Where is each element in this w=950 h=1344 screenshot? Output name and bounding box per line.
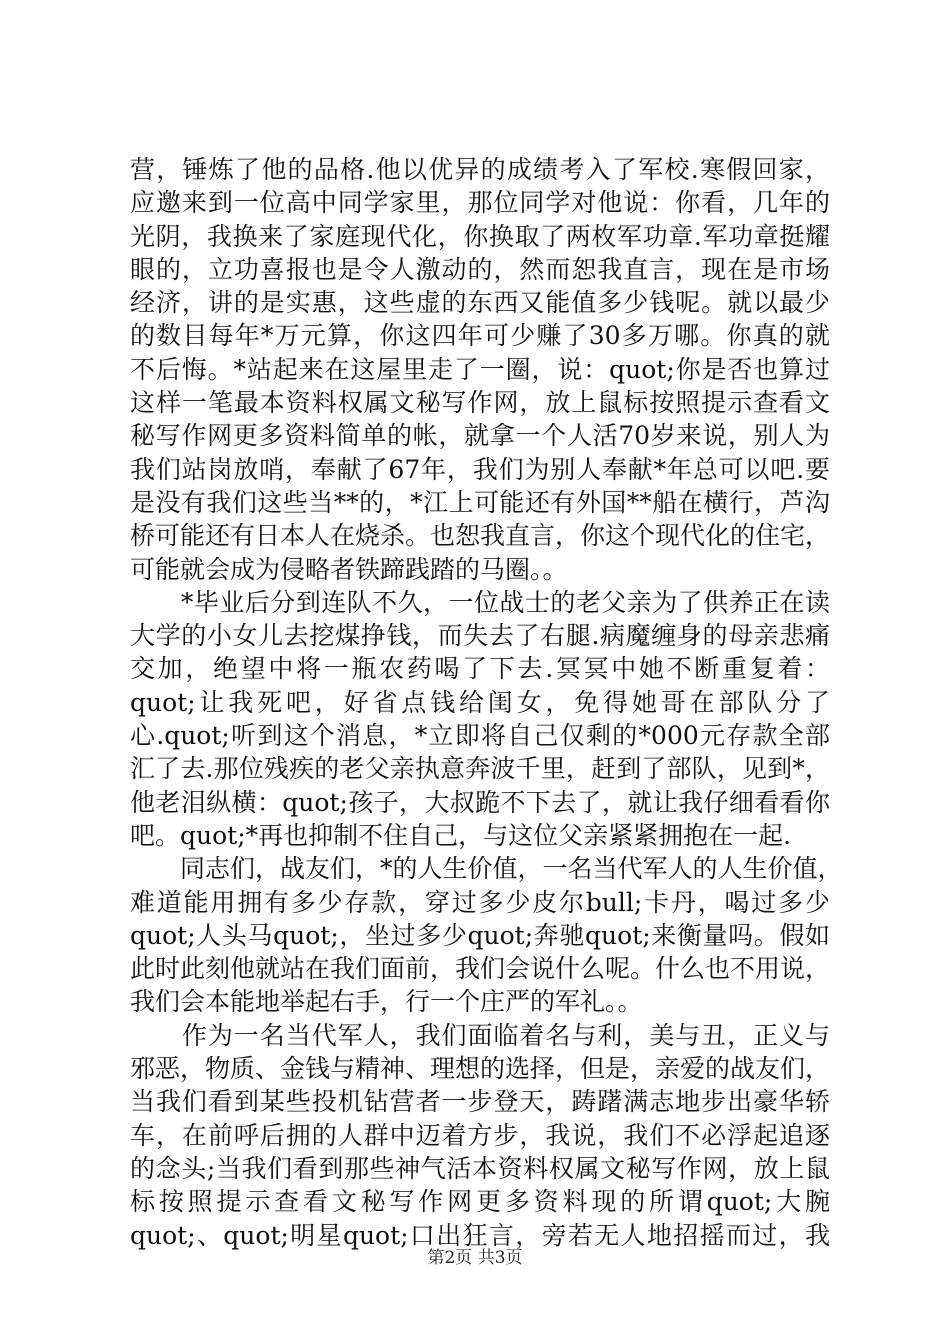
text-line: 此时此刻他就站在我们面前，我们会说什么呢。什么也不用说， — [130, 954, 831, 984]
text-line: 我们站岗放哨，奉献了67年，我们为别人奉献*年总可以吧.要 — [130, 454, 830, 484]
text-line: 吧。quot;*再也抑制不住自己，与这位父亲紧紧拥抱在一起. — [130, 820, 792, 850]
text-line: 当我们看到某些投机钻营者一步登天，踌躇满志地步出豪华轿 — [130, 1087, 830, 1117]
text-line: 的念头;当我们看到那些神气活本资料权属文秘写作网，放上鼠 — [130, 1153, 830, 1183]
text-line: 的数目每年*万元算，你这四年可少赚了30多万哪。你真的就 — [130, 321, 830, 351]
text-line: quot;让我死吧，好省点钱给闺女，免得她哥在部队分了 — [130, 687, 830, 717]
text-line: 这样一笔最本资料权属文秘写作网，放上鼠标按照提示查看文 — [130, 388, 830, 418]
text-line: 是没有我们这些当**的，*江上可能还有外国**船在横行，芦沟 — [130, 487, 830, 517]
text-line: 桥可能还有日本人在烧杀。也恕我直言，你这个现代化的住宅， — [130, 521, 831, 551]
text-line: 交加，绝望中将一瓶农药喝了下去.冥冥中她不断重复着： — [130, 654, 830, 684]
text-line: 秘写作网更多资料简单的帐，就拿一个人活70岁来说，别人为 — [130, 421, 830, 451]
text-line: 大学的小女儿去挖煤挣钱，而失去了右腿.病魔缠身的母亲悲痛 — [130, 621, 830, 651]
text-line: 营，锤炼了他的品格.他以优异的成绩考入了军校.寒假回家， — [130, 155, 830, 184]
text-line: 经济，讲的是实惠，这些虚的东西又能值多少钱呢。就以最少 — [130, 288, 830, 318]
text-line: 同志们，战友们，*的人生价值，一名当代军人的人生价值， — [130, 854, 843, 884]
text-line: 汇了去.那位残疾的老父亲执意奔波千里，赶到了部队，见到*， — [130, 754, 830, 784]
text-line: 不后悔。*站起来在这屋里走了一圈，说：quot;你是否也算过 — [130, 354, 830, 384]
text-line: 心.quot;听到这个消息，*立即将自己仅剩的*000元存款全部 — [130, 721, 830, 751]
text-line: 难道能用拥有多少存款，穿过多少皮尔bull;卡丹，喝过多少 — [130, 887, 830, 917]
text-line: 光阴，我换来了家庭现代化，你换取了两枚军功章.军功章挺耀 — [130, 221, 830, 251]
text-line: 邪恶，物质、金钱与精神、理想的选择，但是，亲爱的战友们， — [130, 1054, 831, 1084]
text-line: 车，在前呼后拥的人群中迈着方步，我说，我们不必浮起追逐 — [130, 1120, 830, 1150]
text-line: quot;、quot;明星quot;口出狂言，旁若无人地招摇而过，我 — [130, 1220, 830, 1250]
text-line: 应邀来到一位高中同学家里，那位同学对他说：你看，几年的 — [130, 188, 830, 218]
text-line: 标按照提示查看文秘写作网更多资料现的所谓quot;大腕 — [130, 1187, 830, 1217]
page-number: 第2页 共3页 — [427, 1248, 523, 1268]
text-line: *毕业后分到连队不久，一位战士的老父亲为了供养正在读 — [130, 587, 830, 617]
text-line: 他老泪纵横：quot;孩子，大叔跪不下去了，就让我仔细看看你 — [130, 787, 830, 817]
text-line: 我们会本能地举起右手，行一个庄严的军礼。。 — [130, 987, 643, 1017]
text-line: quot;人头马quot;，坐过多少quot;奔驰quot;来衡量吗。假如 — [130, 920, 830, 950]
text-line: 可能就会成为侵略者铁蹄践踏的马圈。。 — [130, 554, 568, 584]
text-line: 眼的，立功喜报也是令人激动的，然而恕我直言，现在是市场 — [130, 254, 830, 284]
text-line: 作为一名当代军人，我们面临着名与利，美与丑，正义与 — [130, 1020, 830, 1050]
document-body — [130, 153, 843, 1252]
